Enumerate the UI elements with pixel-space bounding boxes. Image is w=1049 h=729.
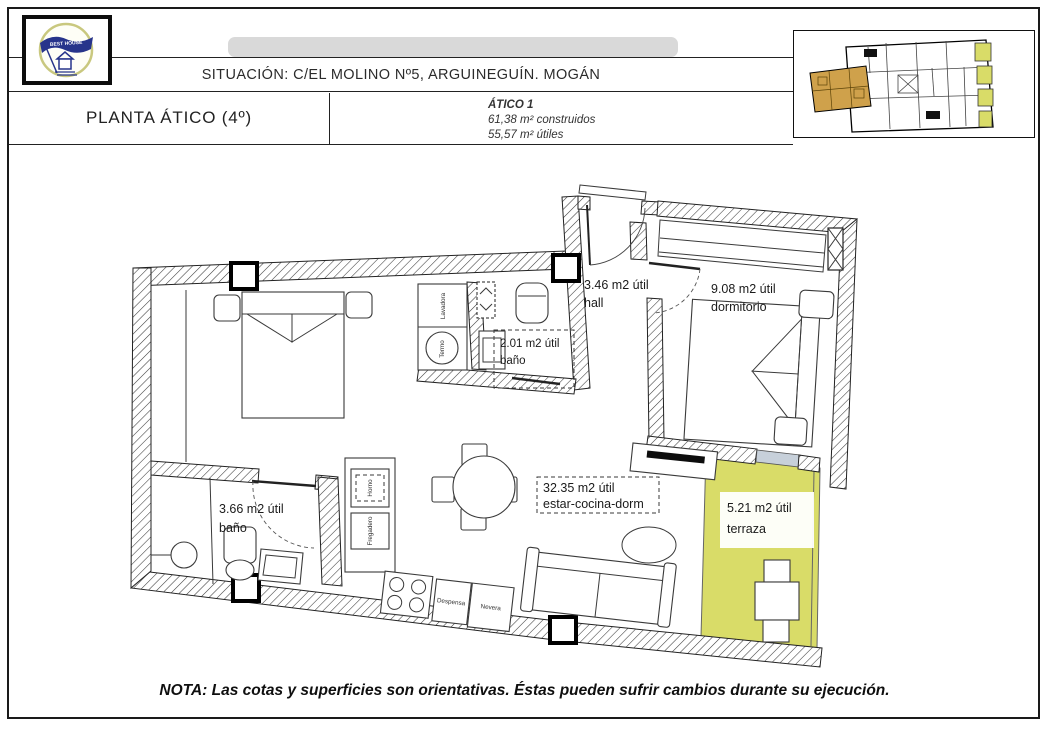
- key-plan-core-2: [926, 111, 940, 119]
- wall-hall-left: [562, 196, 590, 390]
- disclaimer-note: NOTA: Las cotas y superficies son orientativas. Éstas pueden sufrir cambios durante su ejecución.: [159, 682, 890, 699]
- key-plan-box: [793, 30, 1035, 138]
- situacion-text: SITUACIÓN: C/EL MOLINO Nº5, ARGUINEGUÍN. MOGÁN: [201, 66, 601, 83]
- living-name-label: estar-cocina-dorm: [543, 497, 644, 511]
- bath1-name-label: baño: [219, 521, 247, 535]
- sofa: [520, 547, 676, 628]
- terrace-name-label: terraza: [727, 522, 766, 536]
- plan-title-cell: [9, 93, 330, 144]
- terrace-chair: [764, 560, 790, 582]
- oven-label: Horno: [367, 479, 374, 497]
- hall-area-label: 3.46 m2 útil: [584, 278, 649, 292]
- unit-name: ÁTICO 1: [488, 98, 534, 111]
- living-area-label: 32.35 m2 útil: [543, 481, 615, 495]
- key-plan-highlighted-unit: [810, 66, 871, 112]
- toilet: [516, 283, 548, 323]
- logo-text: BEST HOUSE: [49, 39, 83, 48]
- terrace-area-label: 5.21 m2 útil: [727, 501, 792, 515]
- wall-top: [133, 251, 566, 286]
- bedroom-name-label: dormitorio: [711, 300, 767, 314]
- sink-label: Fregadero: [367, 516, 374, 546]
- bath1-area-label: 3.66 m2 útil: [219, 502, 284, 516]
- unit-info-cell: [330, 93, 793, 144]
- plan-title: PLANTA ÁTICO (4º): [86, 108, 252, 127]
- nightstand: [214, 295, 240, 321]
- studio-bed: [214, 292, 372, 418]
- duct-shaft: [828, 228, 843, 270]
- laundry-closet: [418, 284, 467, 370]
- kitchen-counter-left: [345, 458, 395, 572]
- agency-logo: [26, 19, 108, 81]
- wall-bath-right: [318, 477, 342, 586]
- oval-table: [622, 527, 676, 563]
- pillar-bottom-right: [550, 617, 576, 643]
- title-row: [9, 93, 793, 145]
- kitchen-counter-bottom: [380, 571, 514, 631]
- dining-table: [432, 444, 517, 530]
- pantry-label: Despensa: [436, 597, 466, 608]
- basin: [171, 542, 197, 568]
- table-top: [453, 456, 515, 518]
- shower-screen: [210, 478, 213, 584]
- bedroom-area-label: 9.08 m2 útil: [711, 282, 776, 296]
- hob: [380, 571, 432, 618]
- key-plan: [794, 31, 1033, 136]
- nightstand: [774, 417, 808, 446]
- wall-bath-top: [151, 461, 259, 483]
- agency-logo-box: [22, 15, 112, 85]
- unit-built-area: 61,38 m² construidos: [488, 113, 596, 126]
- hall-name-label: hall: [584, 296, 604, 310]
- bath2-name-label: baño: [500, 355, 526, 367]
- wall-left: [131, 268, 151, 588]
- wall-dorm-left-upper: [630, 222, 647, 260]
- key-plan-core-1: [864, 49, 877, 57]
- blank-label-bar: [228, 37, 678, 57]
- situacion-row: [9, 57, 793, 92]
- wall-entry-left-stub: [578, 196, 590, 210]
- washing-machine-label: Lavadora: [440, 292, 447, 320]
- pillar-top-right: [553, 255, 579, 281]
- water-heater-label: Termo: [439, 340, 446, 358]
- vent-duct: [477, 282, 495, 318]
- nightstand: [799, 290, 835, 319]
- logo-house-icon: [59, 59, 71, 69]
- terrace-chair: [763, 620, 789, 642]
- nightstand: [346, 292, 372, 318]
- chair: [432, 477, 454, 502]
- pillar-top-left: [231, 263, 257, 289]
- wall-terrace-stub: [798, 455, 820, 472]
- unit-useful-area: 55,57 m² útiles: [488, 128, 564, 141]
- wall-dorm-left-lower: [647, 298, 664, 442]
- terrace-table: [755, 582, 799, 620]
- fridge-label: Nevera: [480, 603, 502, 613]
- bath2-area-label: 2.01 m2 útil: [500, 338, 560, 350]
